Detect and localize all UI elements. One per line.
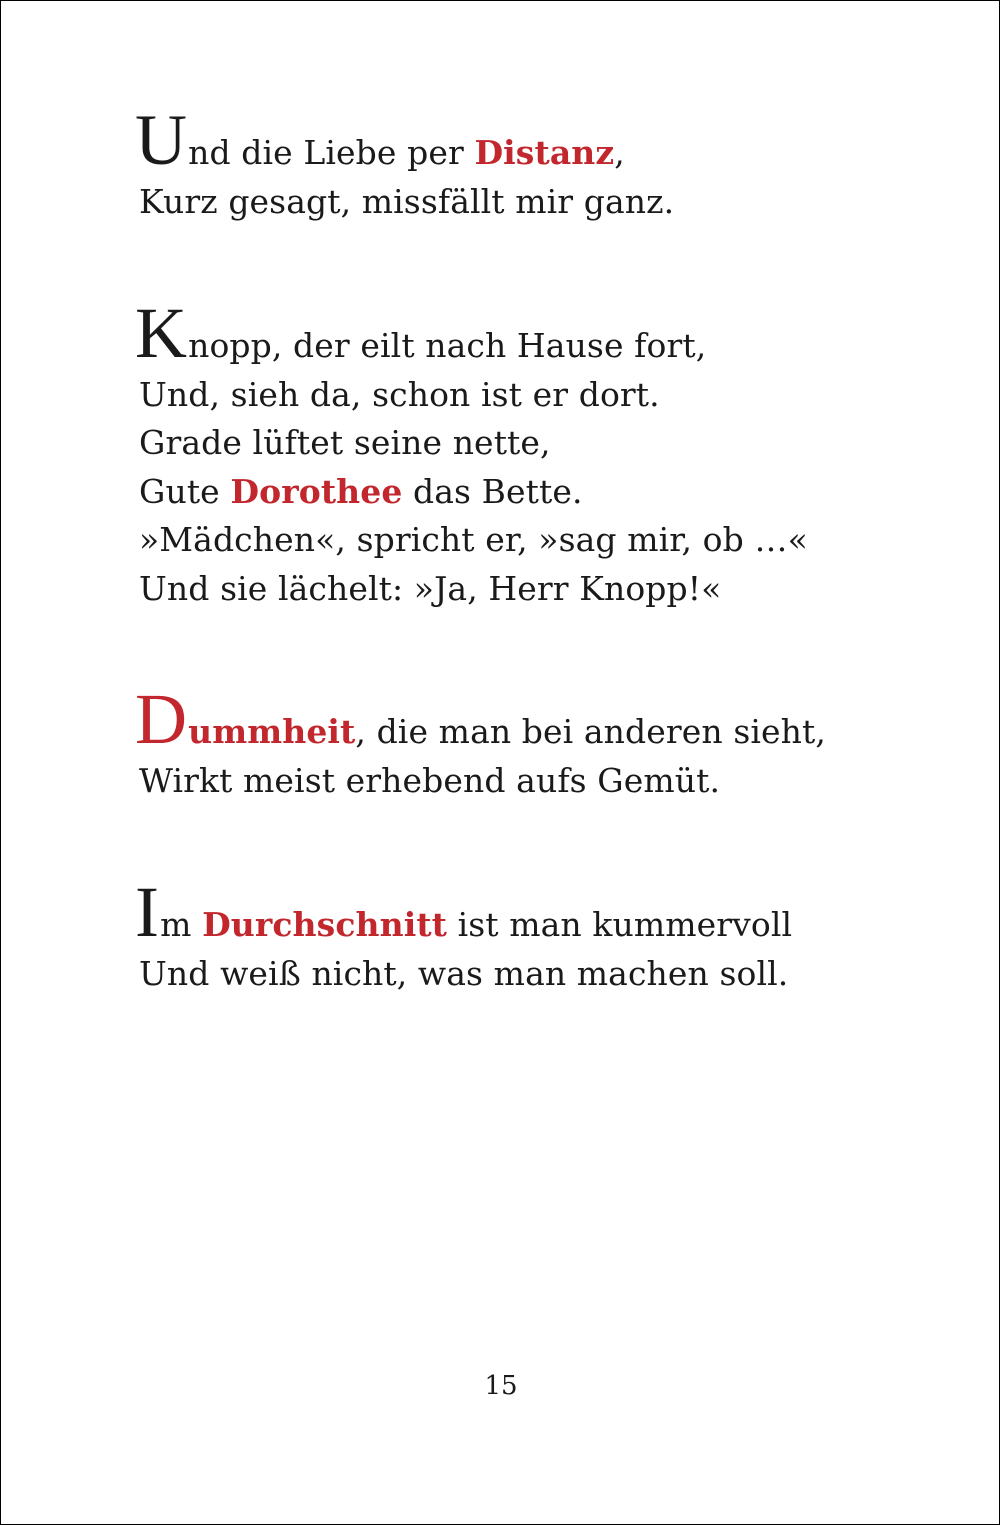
drop-cap: I [135,872,160,952]
highlighted-word: Durchschnitt [202,905,448,944]
verse-line: Und sie lächelt: »Ja, Herr Knopp!« [139,568,722,608]
verse-text: m [160,905,203,944]
verse-line: Grade lüftet seine nette, [139,423,551,462]
verse-line [135,872,793,952]
verse-text: Gute [139,471,231,511]
verse-text: nopp, der eilt nach Hause fort, [188,326,707,365]
verse-line [135,679,826,759]
verse-line: Und weiß nicht, was man machen soll. [139,953,789,993]
stanza-4 [135,872,793,998]
verse-text: nd die Liebe per [188,133,475,172]
stanza-3 [135,679,826,805]
stanza-1 [135,100,675,226]
stanza-2 [135,293,808,613]
verse-line: »Mädchen«, spricht er, »sag mir, ob …« [139,520,808,559]
highlighted-word: Distanz [474,133,615,172]
page-number: 15 [484,1371,518,1401]
verse-line [135,100,674,180]
verse-line: Kurz gesagt, missfällt mir ganz. [139,181,675,221]
verse-line [135,293,808,373]
verse-text: das Bette. [402,471,583,511]
drop-cap: K [135,293,188,373]
verse-line: Wirkt meist erhebend aufs Gemüt. [139,760,721,800]
verse-text: , [614,133,625,172]
drop-cap: U [135,100,188,180]
verse-line: Und, sieh da, schon ist er dort. [139,374,660,414]
verse-line [139,468,808,517]
verse-text: ist man kummervoll [447,905,793,944]
highlighted-word: ummheit [188,712,356,751]
verse-text: , die man bei anderen sieht, [355,712,826,751]
highlighted-word: Dorothee [230,471,403,511]
drop-cap: D [135,679,188,759]
